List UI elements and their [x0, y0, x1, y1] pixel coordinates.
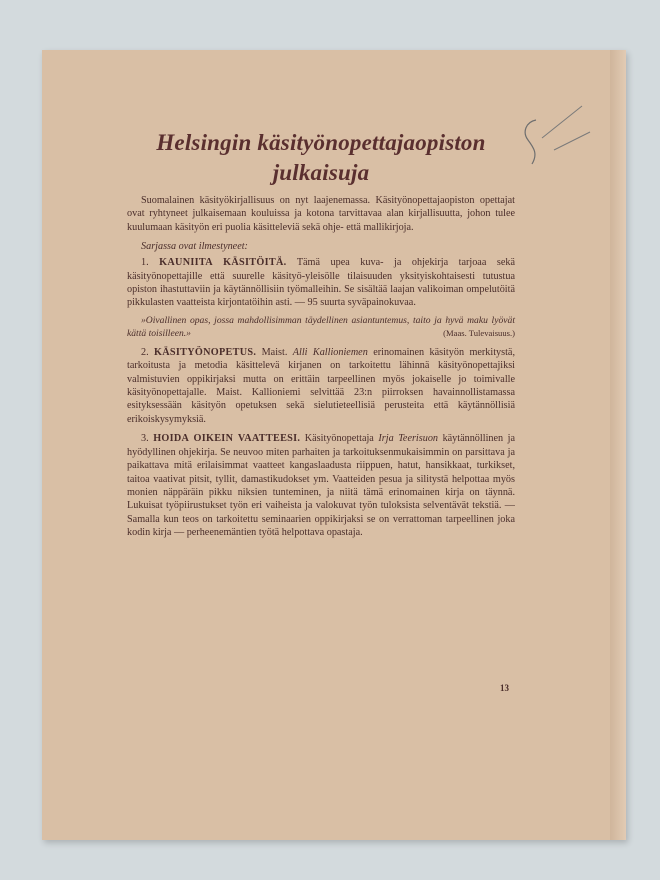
entry-number: 3. [141, 433, 149, 445]
entry-author: Irja Teerisuon [378, 433, 439, 445]
entry-heading: HOIDA OIKEIN VAATTEESI. [153, 433, 301, 445]
entry-number: 1. [141, 257, 149, 269]
series-intro: Sarjassa ovat ilmestyneet: [141, 241, 248, 253]
entry-1-quote [127, 314, 515, 340]
entry-body: erinomainen käsityön merkitystä, tarkoitusta ja metodia käsittelevä kirjanen on tarkoitettu lähinnä käsityönopettajiksi valmistuvien oppikirjaksi mutta on erittäin tarpeellinen myös jokaiselle jo toimivalle käsityönopettajalle. Maist. Kallioniemi selvittää 23:n piirroksen havainnollistamassa esityksessään käsityön opetuksen sekä sielutieteellisiä perusteita että käytännöllisiä erikoiskysymyksiä. [127, 346, 516, 425]
quote-source: (Maas. Tulevaisuus.) [443, 327, 515, 338]
entry-heading: KÄSITYÖNOPETUS. [154, 346, 257, 358]
page-title: Helsingin käsityönopettajaopiston julkaisuja [156, 130, 486, 185]
publications-text [127, 128, 515, 546]
entry-body: Tämä upea kuva- ja ohjekirja tarjoaa sekä käsityönopettajille että suurelle käsityö-yleisölle tilaisuuden yksityiskohtaisesti tutustua opiston ihastuttaviin ja käytännöllisiin työmalleihin. Se sisältää laajan valikoiman ompelutöitä pikkulasten vaatteista kirjontatöihin asti. — 95 suurta syväpainokuvaa. [127, 257, 515, 309]
quote-text: »Oivallinen opas, jossa mahdollisimman täydellinen asiantuntemus, taito ja hyvä maku lyövät kättä toisilleen.» [127, 314, 515, 339]
entry-3 [127, 432, 515, 539]
intro-paragraph: Suomalainen käsityökirjallisuus on nyt laajenemassa. Käsityönopettajaopiston opettajat ovat ryhtyneet julkaisemaan kouluissa ja kotona tarvittavaa alan kirjallisuutta, johon tulee kuulumaan käsityön eri puolia käsitteleviä sekä ohje- että mallikirjoja. [127, 195, 515, 233]
book-page-edge [610, 50, 626, 840]
entry-body: käytännöllinen ja hyödyllinen ohjekirja. Se neuvoo miten parhaiten ja tarkoituksenmukaisimmin on parsittava ja paikattava mitä erilaisimmat vaatteet kangaslaadusta riippuen, hatut, hansikkaat, turkikset, taitoa vaativat pitsit, tyllit, damastikudokset ym. Vaatteiden pesua ja silitystä helpottaa myös monien näppäräin pikku niksien tunteminen, ja niitä tämä erinomainen kirja on täynnä. Lukuisat työpiirustukset työn eri vaiheista ja valokuvat työn tuloksista selventävät tekstiä. — Samalla kun teos on tarkoitettu seminaarien oppikirjaksi se on verrattoman tarpeellinen joka kodin kirja — perheenemäntien työtä helpottava opastaja. [127, 433, 516, 539]
entry-author: Alli Kallioniemen [292, 346, 368, 358]
page-number: 13 [500, 683, 509, 693]
entry-pre: Käsityönopettaja [304, 433, 374, 445]
entry-number: 2. [141, 346, 149, 358]
entry-heading: KAUNIITA KÄSITÖITÄ. [159, 257, 287, 269]
entry-2 [127, 346, 515, 426]
entry-pre: Maist. [261, 346, 288, 358]
entry-1 [127, 256, 515, 310]
